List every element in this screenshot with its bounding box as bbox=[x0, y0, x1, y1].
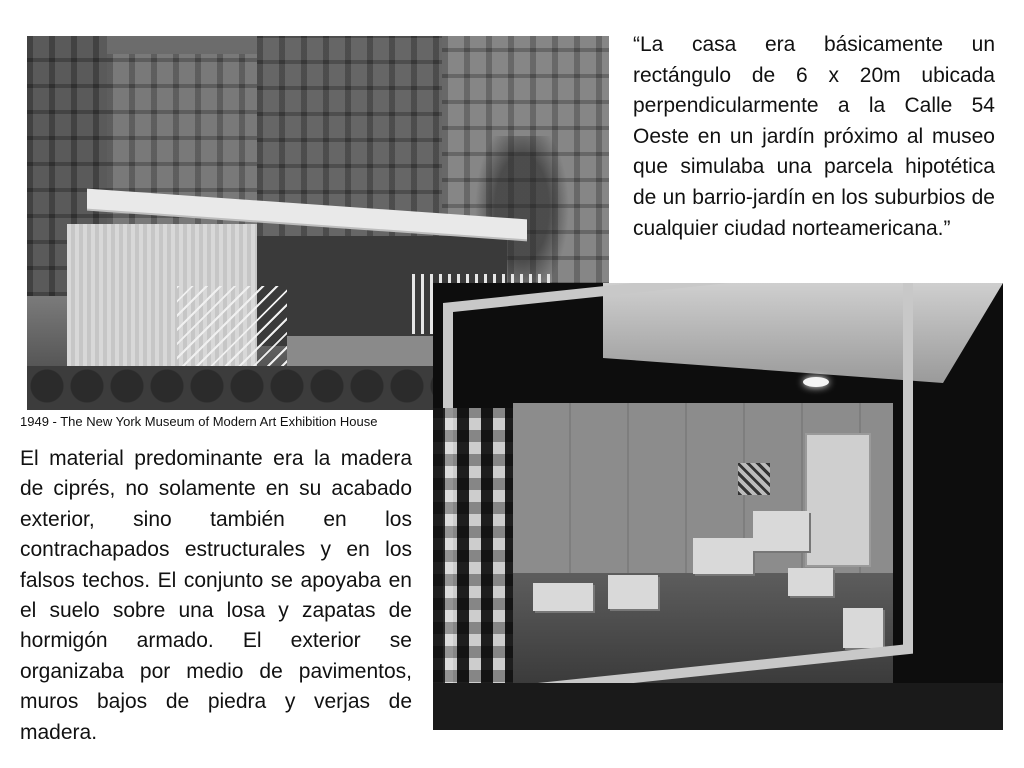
quote-paragraph: “La casa era básicamente un rectángulo de 6 x 20m ubicada perpendicularmente a la Calle 54 Oeste en un jardín próximo al museo que simulaba una parcela hipotética de un barrio-jardín en los suburbios de cualquier ciudad norteamericana.” bbox=[633, 33, 995, 240]
body-paragraph: El material predominante era la madera de ciprés, no solamente en su acabado exterior, sino también en los contrachapados estructurales y en los falsos techos. El conjunto se apoyaba en el suelo sobre una losa y zapatas de hormigón armado. El exterior se organizaba por medio de pavimentos, muros bajos de piedra y verjas de madera. bbox=[20, 447, 412, 744]
photo-caption: 1949 - The New York Museum of Modern Art Exhibition House bbox=[20, 414, 378, 429]
checkered-curtain bbox=[433, 408, 513, 730]
interior-photo bbox=[433, 283, 1003, 730]
window-sill bbox=[433, 683, 1003, 730]
window-frame bbox=[443, 283, 913, 703]
